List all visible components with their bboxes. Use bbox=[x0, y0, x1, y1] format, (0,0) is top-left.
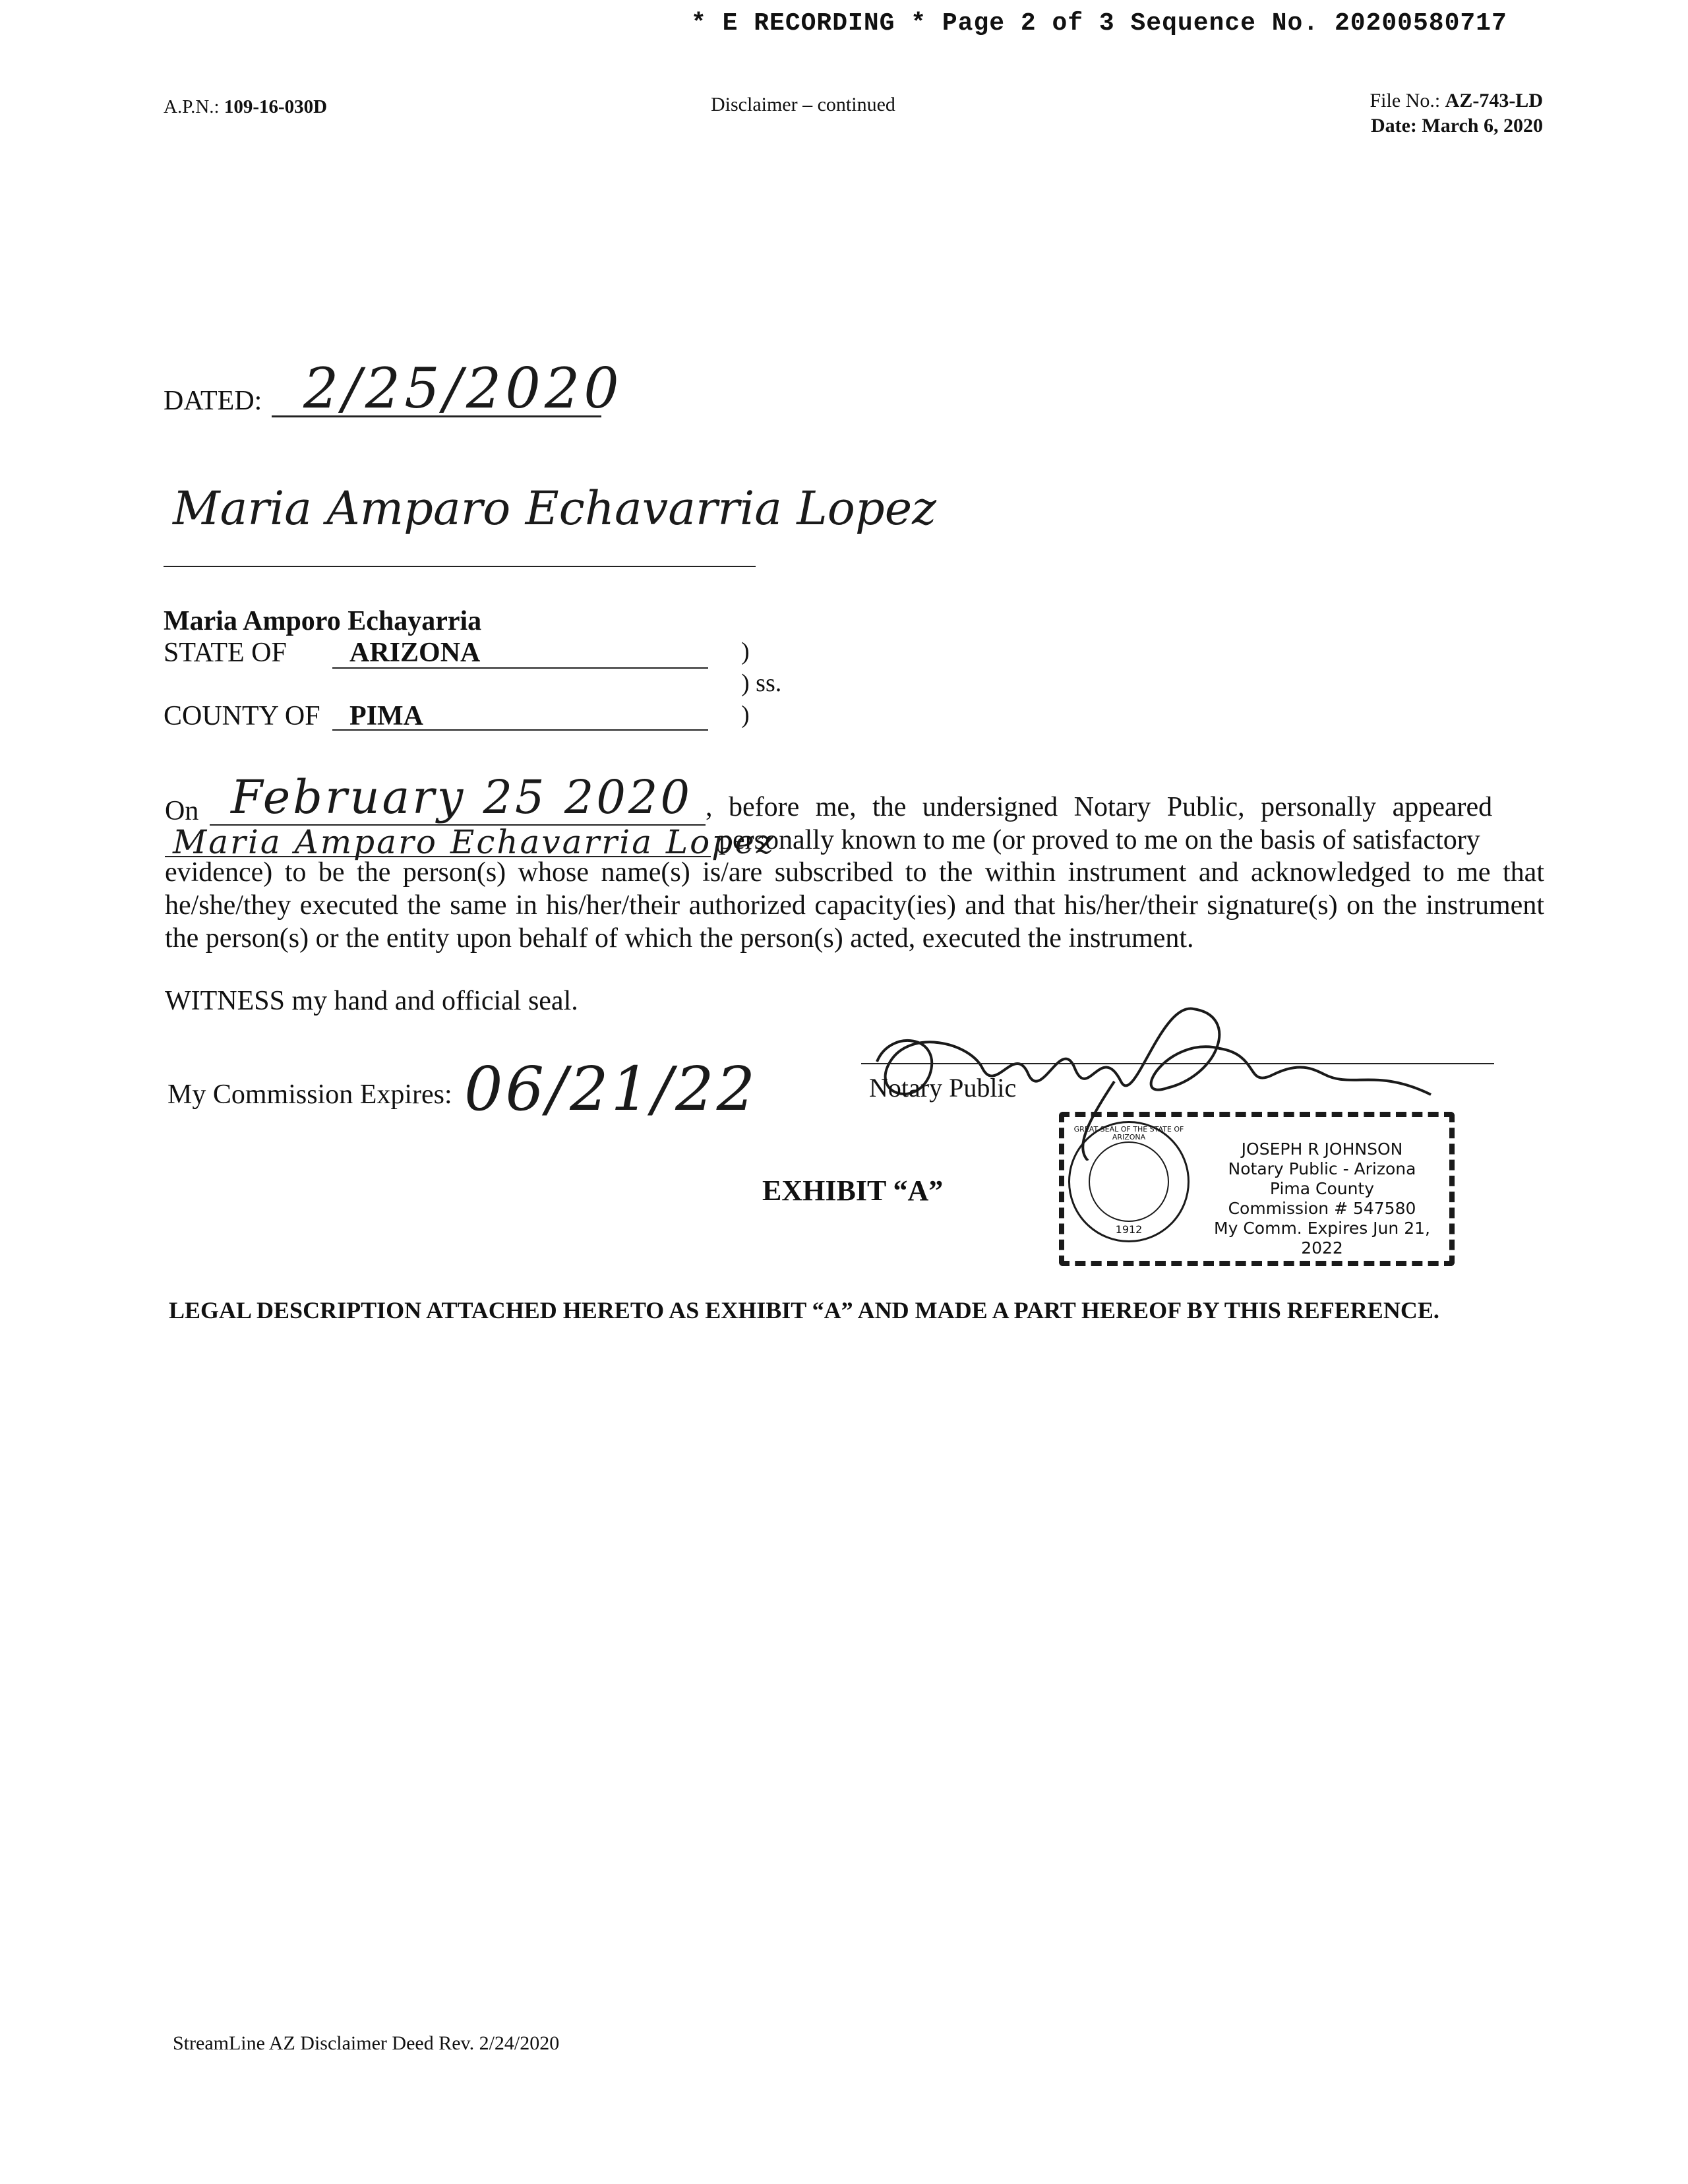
notary-public-label: Notary Public bbox=[869, 1073, 1017, 1103]
venue-paren-1: ) bbox=[741, 638, 750, 665]
notary-stamp bbox=[1059, 1112, 1455, 1266]
county-value: PIMA bbox=[349, 701, 423, 731]
apn-value: 109-16-030D bbox=[224, 96, 328, 117]
apn-label: A.P.N.: bbox=[164, 96, 220, 117]
exhibit-title: EXHIBIT “A” bbox=[762, 1174, 944, 1207]
signer-signature: Maria Amparo Echavarria Lopez bbox=[173, 481, 937, 535]
file-value: AZ-743-LD bbox=[1445, 90, 1543, 111]
stamp-title: Notary Public - Arizona bbox=[1228, 1159, 1416, 1178]
stamp-text-block bbox=[1193, 1139, 1451, 1258]
venue-paren-ss: ) ss. bbox=[741, 669, 782, 697]
witness-line: WITNESS my hand and official seal. bbox=[165, 986, 578, 1016]
file-info bbox=[1345, 88, 1543, 138]
state-seal-ring-text: GREAT SEAL OF THE STATE OF ARIZONA bbox=[1073, 1125, 1184, 1141]
apn bbox=[164, 96, 327, 118]
signature-line bbox=[164, 566, 756, 567]
stamp-county: Pima County bbox=[1269, 1179, 1375, 1198]
ack-line1-rest: , before me, the undersigned Notary Public, personally appeared bbox=[706, 792, 1493, 822]
stamp-expires: My Comm. Expires Jun 21, 2022 bbox=[1214, 1219, 1430, 1258]
ack-line2-rest: personally known to me (or proved to me on the basis of satisfactory bbox=[719, 825, 1480, 855]
file-date bbox=[1345, 113, 1543, 138]
state-value: ARIZONA bbox=[349, 638, 481, 668]
header-center: Disclaimer – continued bbox=[711, 94, 895, 115]
venue-paren-3: ) bbox=[741, 701, 750, 729]
stamp-commission: Commission # 547580 bbox=[1228, 1199, 1416, 1218]
recording-header: * E RECORDING * Page 2 of 3 Sequence No. 20200580717 bbox=[691, 9, 1507, 38]
ack-on-label: On bbox=[165, 796, 199, 826]
signer-printed-name: Maria Amporo Echayarria bbox=[164, 606, 482, 636]
file-number bbox=[1345, 88, 1543, 113]
commission-handwritten: 06/21/22 bbox=[464, 1054, 758, 1124]
state-seal bbox=[1068, 1121, 1190, 1242]
county-label: COUNTY OF bbox=[164, 701, 320, 731]
state-seal-year: 1912 bbox=[1115, 1223, 1143, 1236]
commission-label: My Commission Expires: bbox=[167, 1079, 452, 1110]
notary-line bbox=[861, 1063, 1494, 1064]
dated-label: DATED: bbox=[164, 386, 262, 416]
stamp-name: JOSEPH R JOHNSON bbox=[1241, 1139, 1403, 1159]
ack-body: evidence) to be the person(s) whose name(s) is/are subscribed to the within instrument and acknowledged to me that he/she/they executed the same in his/her/their authorized capacity(ies) and that his/her/their signature(s) on the instrument the person(s) or the entity upon behalf of which the person(s) acted, executed the instrument. bbox=[165, 857, 1544, 954]
state-seal-inner bbox=[1089, 1141, 1169, 1222]
state-label: STATE OF bbox=[164, 638, 287, 668]
county-underline bbox=[332, 729, 708, 731]
file-label: File No.: bbox=[1370, 90, 1441, 111]
ack-name-handwritten: Maria Amparo Echavarria Lopez bbox=[173, 823, 776, 861]
ack-date-handwritten: February 25 2020 bbox=[231, 770, 692, 824]
state-underline bbox=[332, 667, 708, 669]
date-value: March 6, 2020 bbox=[1422, 115, 1543, 136]
footer-form-id: StreamLine AZ Disclaimer Deed Rev. 2/24/2020 bbox=[173, 2032, 560, 2054]
dated-handwritten: 2/25/2020 bbox=[303, 356, 623, 421]
date-label: Date: bbox=[1370, 115, 1417, 136]
legal-description: LEGAL DESCRIPTION ATTACHED HERETO AS EXHIBIT “A” AND MADE A PART HEREOF BY THIS REFERENCE. bbox=[169, 1297, 1439, 1323]
